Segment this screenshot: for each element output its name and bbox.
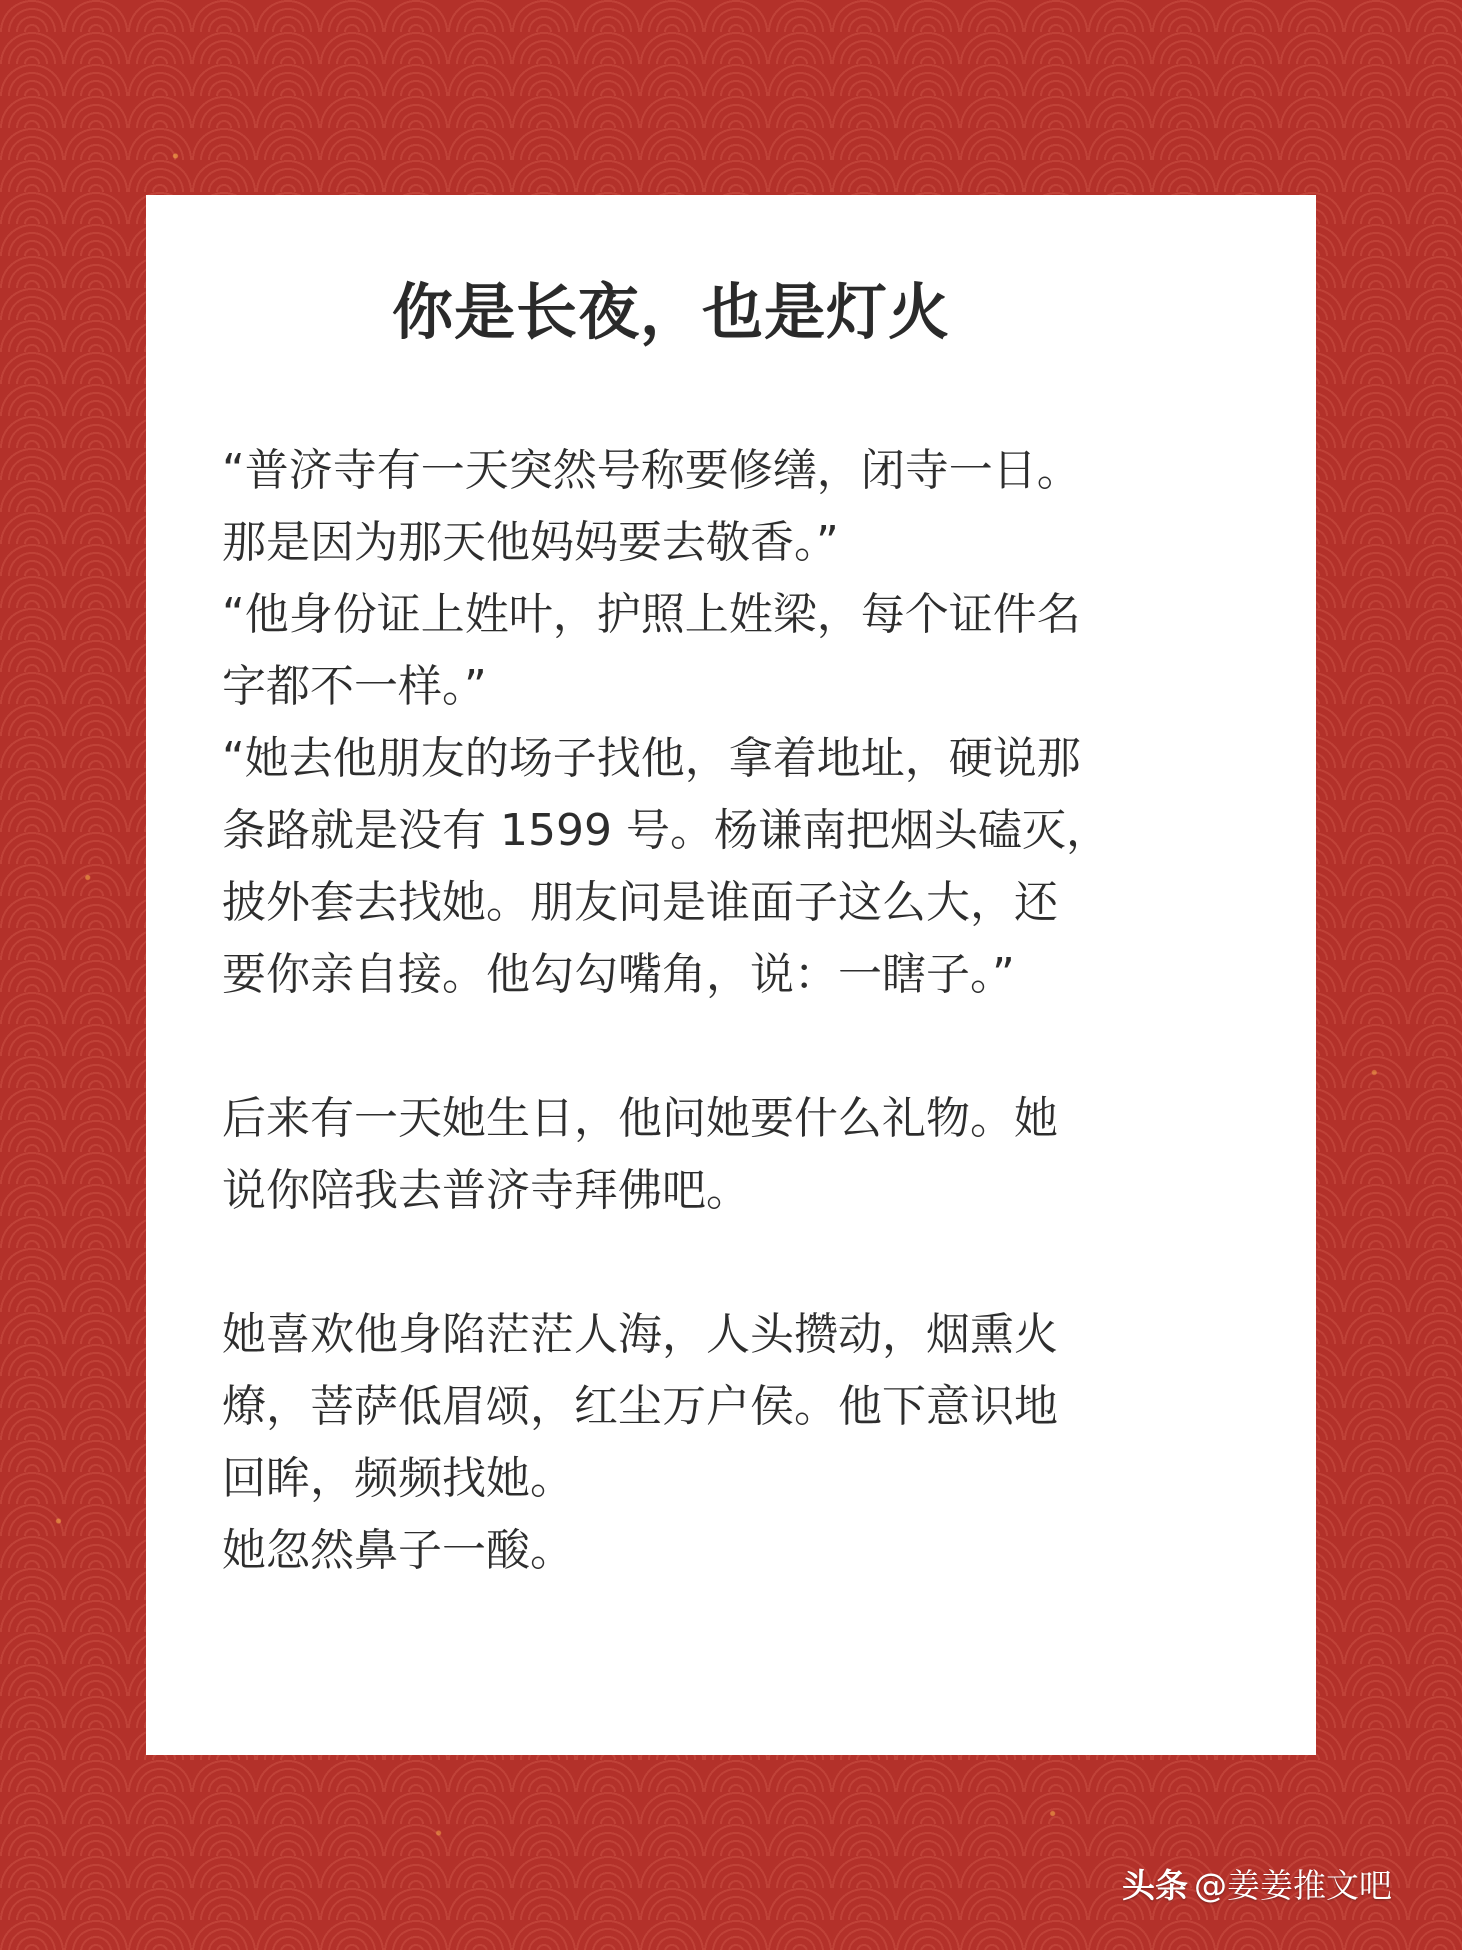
text-line: 条路就是没有 1599 号。杨谦南把烟头磕灭， [222, 805, 1110, 856]
paragraph [222, 1083, 1252, 1227]
text-line: 字都不一样。” [222, 661, 487, 712]
text-line: 后来有一天她生日，他问她要什么礼物。她 [222, 1093, 1058, 1144]
text-line: 披外套去找她。朋友问是谁面子这么大，还 [222, 877, 1058, 928]
paragraph-gap [222, 1011, 1252, 1083]
text-line: 那是因为那天他妈妈要去敬香。” [222, 517, 839, 568]
text-line: “他身份证上姓叶，护照上姓梁，每个证件名 [222, 589, 1081, 640]
watermark-brand: 头条 [1122, 1865, 1188, 1905]
text-line: 要你亲自接。他勾勾嘴角，说：一瞎子。” [222, 949, 1015, 1000]
watermark-handle: @姜姜推文吧 [1194, 1865, 1392, 1905]
article-card [146, 195, 1316, 1755]
watermark [1122, 1858, 1392, 1908]
text-line: 回眸，频频找她。 [222, 1453, 574, 1504]
text-line: 燎，菩萨低眉颂，红尘万户侯。他下意识地 [222, 1381, 1058, 1432]
text-line: 她忽然鼻子一酸。 [222, 1525, 574, 1576]
text-line: “普济寺有一天突然号称要修缮，闭寺一日。 [222, 445, 1081, 496]
article-body [222, 435, 1252, 1587]
text-line: 她喜欢他身陷茫茫人海，人头攒动，烟熏火 [222, 1309, 1058, 1360]
text-line: “她去他朋友的场子找他，拿着地址，硬说那 [222, 733, 1081, 784]
text-line: 说你陪我去普济寺拜佛吧。 [222, 1165, 750, 1216]
paragraph-gap [222, 1227, 1252, 1299]
article-title: 你是长夜，也是灯火 [391, 277, 950, 348]
paragraph [222, 1299, 1252, 1587]
paragraph [222, 435, 1252, 1011]
